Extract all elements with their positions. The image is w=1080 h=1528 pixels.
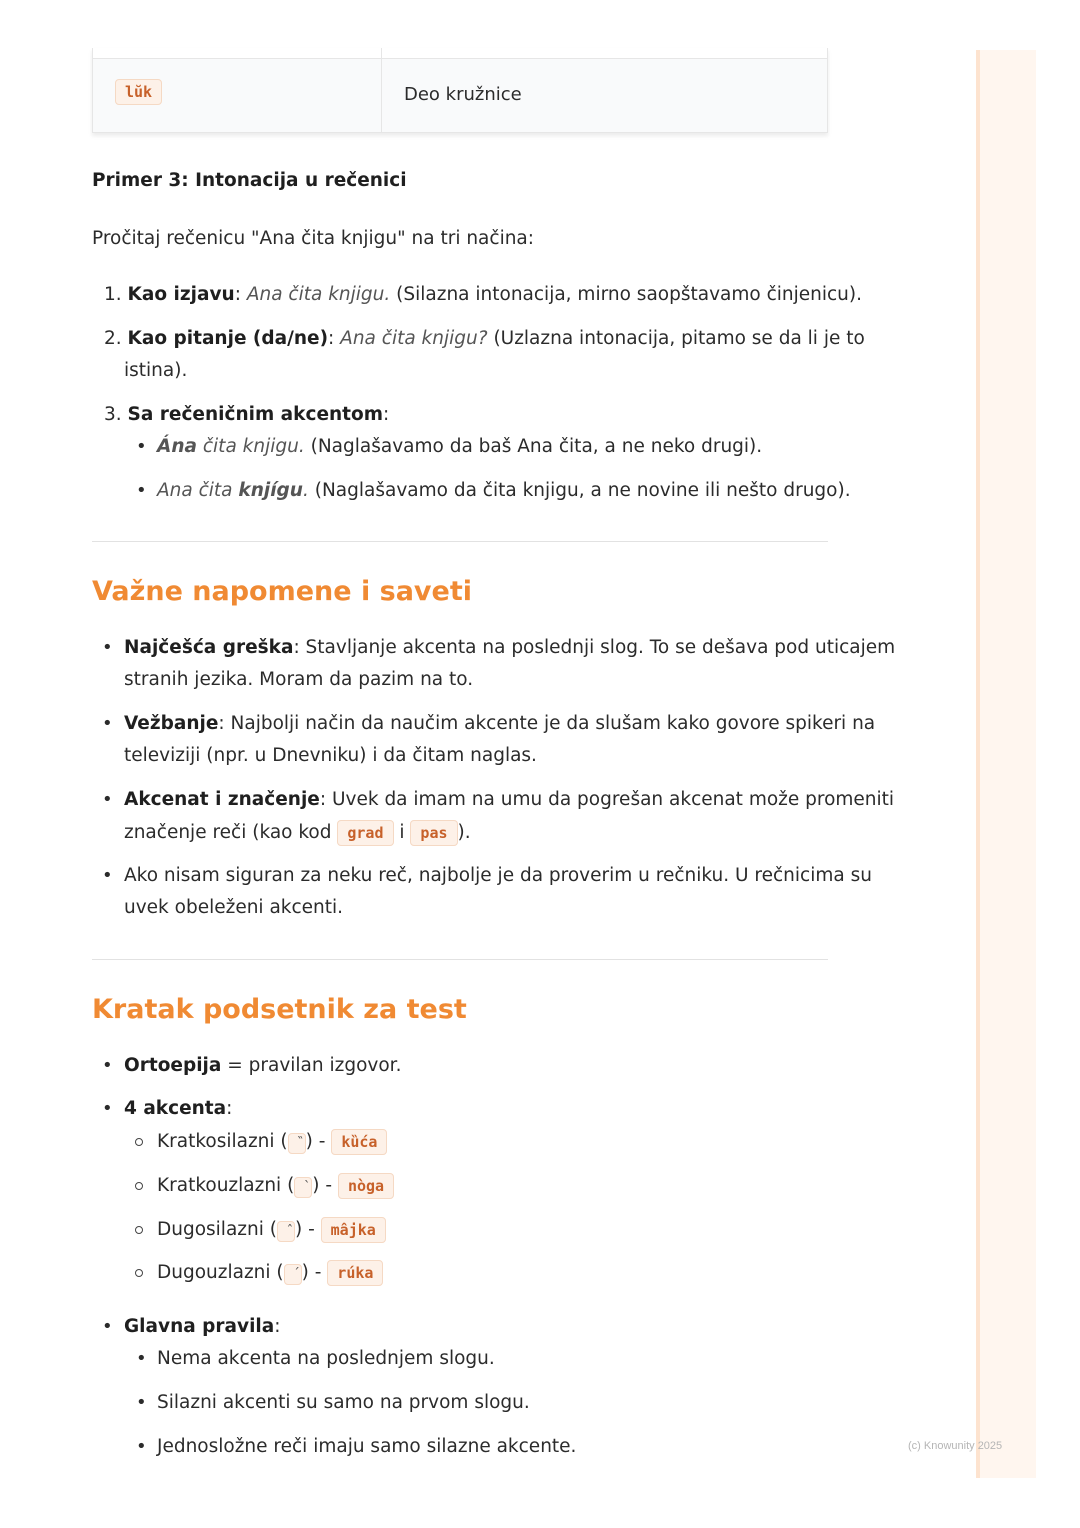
bullet-dot: • [102,1316,113,1337]
sub-italic-end: . [302,480,309,501]
podsetnik-heading: Kratak podsetnik za test [92,994,467,1025]
circle-bullet [135,1138,143,1146]
napomena-end: ). [457,822,471,843]
sub-rest: (Naglašavamo da baš Ana čita, a ne neko drugi). [310,436,763,457]
example-code-grad: grad [337,820,393,846]
akcenti-item [124,1093,232,1125]
table-cell-meaning: Deo kružnice [404,84,522,105]
napomena-4: Ako nisam siguran za neku reč, najbolje je da proverim u rečniku. U rečnicima su [124,865,872,886]
pravilo-3: Jednosložne reči imaju samo silazne akcente. [157,1436,577,1457]
bullet-dot: • [136,1348,147,1369]
item-example: Ana čita knjigu? [340,328,488,349]
ortoepija-text: = pravilan izgovor. [227,1055,402,1076]
napomena-label: Vežbanje [124,713,219,734]
napomena-text: : Stavljanje akcenta na poslednji slog. To se dešava pod uticajem [293,637,896,658]
item-sep: : [383,404,390,425]
akcent-4 [157,1257,383,1291]
akcent-example: mâjka [321,1217,386,1243]
example-code-pas: pas [410,820,457,846]
akcenti-label: 4 akcenta [124,1098,227,1119]
primer3-item-3 [104,399,389,431]
primer3-item-1 [104,279,862,311]
item-sep: : [234,284,241,305]
item-label: Kao izjavu [127,284,235,305]
napomena-label: Akcenat i značenje [124,789,320,810]
akcent-close: ) - [301,1262,322,1283]
pravila-label: Glavna pravila [124,1316,275,1337]
bullet-dot: • [136,480,147,501]
primer3-intro: Pročitaj rečenicu "Ana čita knjigu" na tri načina: [92,228,535,249]
akcent-name: Dugouzlazni ( [157,1262,284,1283]
item-label: Kao pitanje (da/ne) [127,328,329,349]
napomena-4-cont: uvek obeleženi akcenti. [124,897,344,918]
circle-bullet [135,1182,143,1190]
akcent-symbol [294,1177,312,1198]
table-cell-term [115,82,162,101]
bullet-dot: • [102,637,113,658]
pravilo-2: Silazni akcenti su samo na prvom slogu. [157,1392,530,1413]
item-rest: (Uzlazna intonacija, pitamo se da li je to [493,328,865,349]
term-table [92,48,828,133]
item-rest: (Silazna intonacija, mirno saopštavamo činjenicu). [396,284,862,305]
napomena-1 [124,632,895,664]
akcent-1 [157,1126,387,1160]
item-label: Sa rečeničnim akcentom [127,404,383,425]
term-code: lŭk [115,79,162,105]
akcent-symbol [284,1264,302,1285]
primer3-sub-1 [157,431,762,463]
primer3-item-2 [104,323,865,355]
primer3-sub-2 [157,475,851,507]
akcent-name: Kratkouzlazni ( [157,1175,295,1196]
primer3-item-2-cont: istina). [124,360,188,381]
bullet-dot: • [136,1392,147,1413]
napomena-3-cont [124,817,471,849]
napomena-conj: i [399,822,405,843]
pravila-item [124,1311,280,1343]
bullet-dot: • [102,865,113,886]
item-example: Ana čita knjigu. [246,284,391,305]
circle-bullet [135,1269,143,1277]
pravilo-1: Nema akcenta na poslednjem slogu. [157,1348,495,1369]
bullet-dot: • [102,713,113,734]
napomena-text: : Najbolji način da naučim akcente je da slušam kako govore spikeri na [218,713,876,734]
item-number: 3. [104,404,122,425]
ortoepija-item [124,1050,401,1082]
bullet-dot: • [102,789,113,810]
bullet-dot: • [136,1436,147,1457]
napomena-3 [124,784,894,816]
akcent-example: nòga [338,1173,394,1199]
right-margin-strip [976,50,1036,1478]
napomene-heading: Važne napomene i saveti [92,576,473,607]
akcent-example: kȕća [331,1129,387,1155]
item-sep: : [328,328,335,349]
akcent-name: Kratkosilazni ( [157,1131,288,1152]
primer3-heading: Primer 3: Intonacija u rečenici [92,170,407,191]
napomena-2-cont: televiziji (npr. u Dnevniku) i da čitam naglas. [124,745,537,766]
akcent-example: rúka [327,1260,383,1286]
akcent-name: Dugosilazni ( [157,1219,277,1240]
item-number: 1. [104,284,122,305]
napomena-label: Najčešća greška [124,637,294,658]
pravila-sep: : [274,1316,281,1337]
copyright-notice: (c) Knowunity 2025 [908,1440,1003,1452]
akcent-symbol [277,1221,295,1242]
napomena-text: značenje reči (kao kod [124,822,332,843]
akcent-close: ) - [312,1175,333,1196]
section-divider [92,959,828,960]
bullet-dot: • [102,1055,113,1076]
bullet-dot: • [136,436,147,457]
napomena-2 [124,708,875,740]
akcent-close: ) - [305,1131,326,1152]
section-divider [92,541,828,542]
ortoepija-label: Ortoepija [124,1055,222,1076]
akcent-2 [157,1170,394,1204]
item-number: 2. [104,328,122,349]
akcent-close: ) - [294,1219,315,1240]
sub-italic: Ana čita [157,480,233,501]
circle-bullet [135,1226,143,1234]
sub-rest: (Naglašavamo da čita knjigu, a ne novine ili nešto drugo). [314,480,851,501]
napomena-1-cont: stranih jezika. Moram da pazim na to. [124,669,474,690]
table-prev-row [93,48,827,59]
napomena-text: : Uvek da imam na umu da pogrešan akcenat može promeniti [319,789,895,810]
sub-italic: čita knjigu. [202,436,305,457]
sub-stressed: knjígu [238,480,303,501]
table-column-divider [381,48,382,132]
akcent-symbol [288,1133,306,1154]
akcenti-sep: : [226,1098,233,1119]
akcent-3 [157,1214,386,1248]
bullet-dot: • [102,1098,113,1119]
sub-stressed: Ána [157,436,197,457]
